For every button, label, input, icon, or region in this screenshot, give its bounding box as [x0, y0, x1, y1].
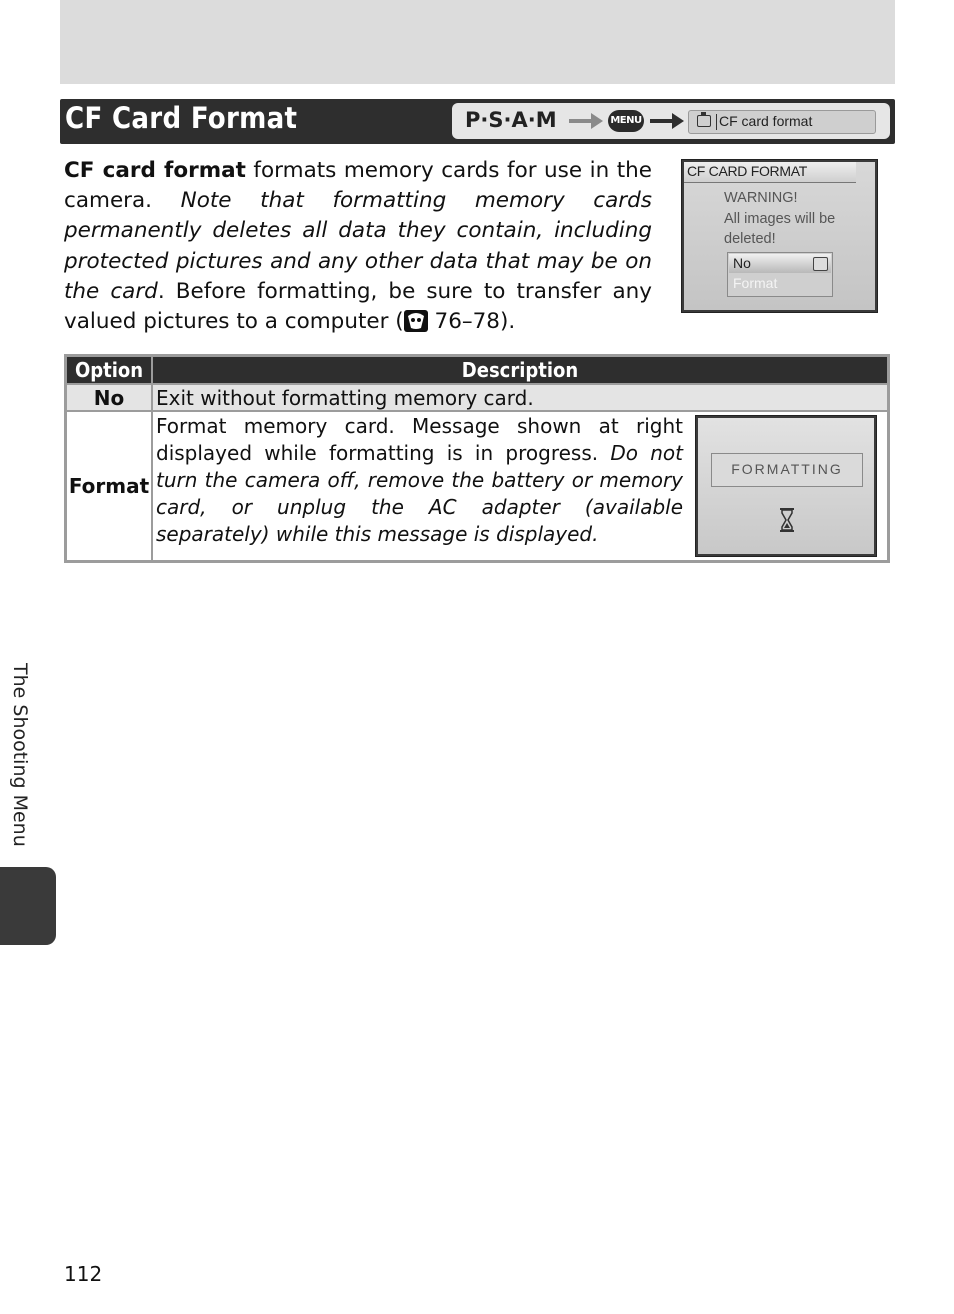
exposure-modes-label: P·S·A·M: [465, 108, 557, 132]
hourglass-icon: [780, 508, 794, 532]
camera-icon: [697, 115, 711, 127]
screen-title: CF CARD FORMAT: [687, 163, 807, 179]
cf-card-format-screen: [681, 159, 878, 313]
menu-item-field: [688, 110, 876, 134]
table-header-row: [66, 356, 889, 385]
intro-bold-lead: CF card format: [64, 158, 246, 183]
enter-icon: [813, 257, 828, 271]
page-title: CF Card Format: [65, 101, 298, 135]
divider: [716, 114, 717, 130]
table-row: [66, 384, 889, 411]
header-band: [60, 0, 895, 84]
format-description: [153, 412, 683, 548]
option-cell: No: [66, 384, 153, 411]
intro-text-2: . Before formatting, be sure to transfer any valued pictures to a computer (: [64, 278, 652, 335]
screen-title-tab: [684, 162, 856, 183]
menu-path-breadcrumb: [452, 103, 890, 139]
section-title-bar: [60, 99, 895, 144]
intro-warning: Note that formatting memory cards permanently deletes all data they contain, including protected pictures and any other data that may be on the card: [64, 188, 652, 304]
column-header-option: Option: [66, 356, 153, 385]
option-format-label: Format: [733, 275, 778, 291]
column-header-description: Description: [152, 356, 889, 385]
formatting-screen: [695, 415, 877, 557]
arrow-right-icon: [650, 112, 684, 130]
formatting-message-box: [711, 453, 863, 487]
format-description-warning: Do not turn the camera off, remove the battery or memory card, or unplug the AC adapter (available separately) while this message is displayed.: [156, 441, 683, 546]
page-number: 112: [64, 1262, 103, 1286]
intro-page-ref: 76–78).: [427, 309, 516, 335]
menu-item-label: CF card format: [719, 113, 813, 129]
warning-line-1: All images will be: [724, 211, 836, 227]
arrow-right-icon: [569, 112, 603, 130]
format-description-plain: Format memory card. Message shown at right displayed while formatting is in progress.: [156, 414, 683, 465]
option-cell: Format: [66, 411, 153, 562]
page-reference-icon: [404, 310, 428, 332]
menu-button-icon: MENU: [608, 110, 644, 132]
intro-paragraph: [64, 156, 652, 337]
option-no-selected: [729, 254, 831, 273]
option-list: [727, 252, 833, 297]
warning-line-2: deleted!: [724, 231, 776, 247]
warning-text: WARNING!: [724, 190, 798, 206]
chapter-tab: [0, 867, 56, 945]
chapter-label: The Shooting Menu: [9, 663, 31, 847]
intro-text-1: formats memory cards for use in the camera.: [64, 158, 652, 214]
formatting-message: FORMATTING: [731, 461, 843, 477]
description-cell: Exit without formatting memory card.: [152, 384, 889, 411]
option-no-label: No: [733, 255, 751, 271]
